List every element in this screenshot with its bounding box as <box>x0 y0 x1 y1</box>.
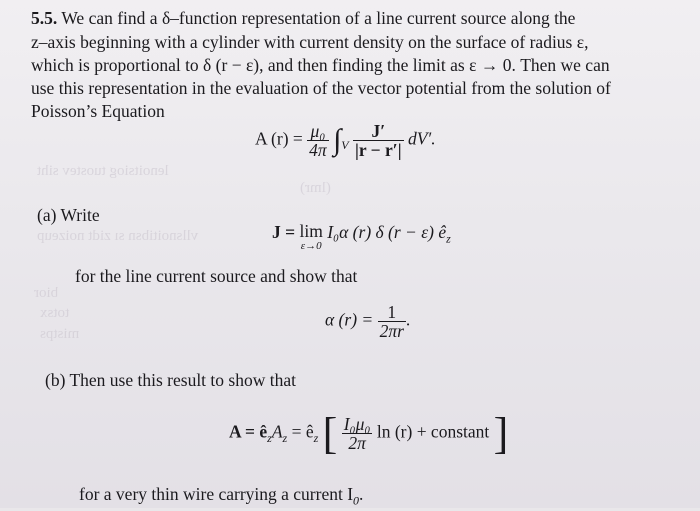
vector-potential-result: $A = ê_zA_z$ = $ê_z$ [ $\frac{\text{I₀μ₀}}{2\pi}$ ln (r) + constant ] <box>229 409 509 458</box>
result-rest: ln (r) + constant <box>376 421 490 442</box>
current-density-equation: J = lim ε→0 I₀α (r) δ (r − ε) $ê_z$ <box>272 221 451 252</box>
bleed-through-text: vllsnoitibsn sı zidt noizeup <box>37 228 199 244</box>
integral-subscript: V <box>341 138 349 153</box>
bleed-through-text: totsx <box>40 305 70 321</box>
eq-a-rhs: I₀α (r) δ (r − ε) ê <box>327 222 447 242</box>
alpha-fraction: $\frac{1}{2\pi r}$ <box>379 302 404 341</box>
limit-operator: lim ε→0 <box>299 221 323 252</box>
problem-line-4: use this representation in the evaluation of the vector potential from the solution of <box>31 78 611 98</box>
integral-sign: ∫ <box>333 123 342 157</box>
part-a-label: (a) Write <box>37 205 100 225</box>
right-bracket: ] <box>493 409 509 458</box>
vector-potential-equation <box>255 122 436 159</box>
problem-number: 5.5. <box>31 8 58 28</box>
alpha-lhs: α (r) = <box>325 309 374 330</box>
alpha-equation: α (r) = $\frac{1}{2\pi r}$ . <box>325 302 411 341</box>
problem-line-5: Poisson’s Equation <box>31 101 165 121</box>
eq1-coefficient: $\frac{\text{μ₀}}{4\pi}$ <box>309 121 327 160</box>
left-bracket: [ <box>322 409 338 458</box>
eq1-integrand: $\frac{J'}{|r - r'|}$ <box>355 121 402 160</box>
part-b-label: (b) Then use this result to show that <box>45 370 296 390</box>
result-fraction: $\frac{\text{I₀μ₀}}{2\pi}$ <box>343 414 371 453</box>
problem-line-1 <box>31 8 575 28</box>
bleed-through-text: lenoitsiog tuostev siht <box>37 163 169 179</box>
bleed-through-text: mistps <box>40 326 80 342</box>
eq1-lhs: A (r) = <box>255 128 303 149</box>
bleed-through-text: bior <box>34 285 59 301</box>
part-a-text: for the line current source and show that <box>75 266 358 286</box>
problem-line-2: z–axis beginning with a cylinder with current density on the surface of radius ε, <box>31 32 589 52</box>
bleed-through-text: (lmr) <box>300 180 331 196</box>
eq-a-lhs: J = <box>272 222 296 242</box>
eq1-differential: dV′. <box>407 128 436 149</box>
problem-line-3: which is proportional to δ (r − ε), and then finding the limit as ε → 0. Then we can <box>31 55 610 75</box>
part-b-final: for a very thin wire carrying a current $I_0$. <box>79 484 364 508</box>
problem-text: We can find a δ–function representation of a line current source along the <box>61 8 576 28</box>
